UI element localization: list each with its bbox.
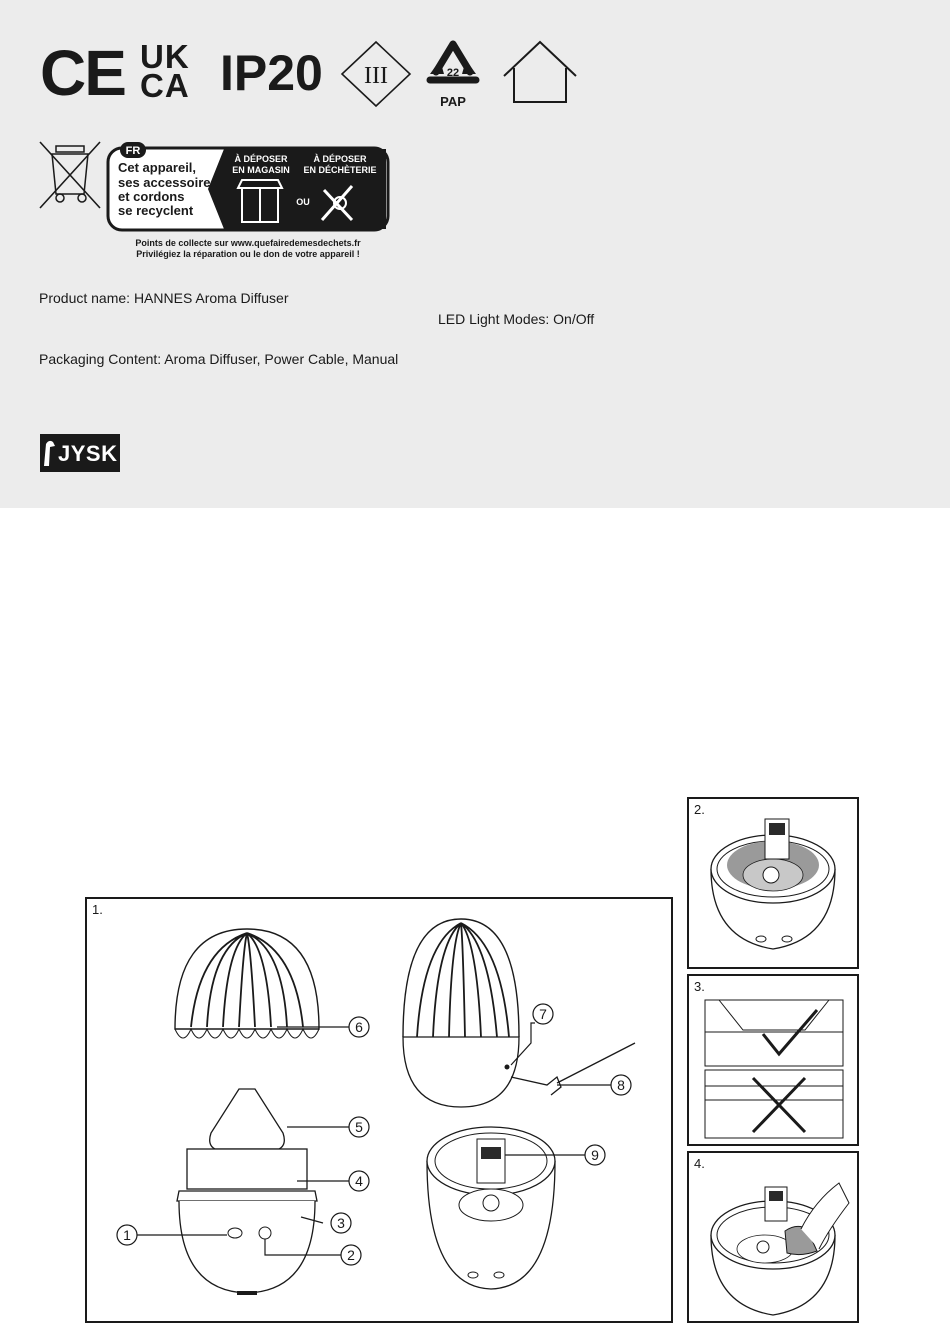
figure-3-illustration (689, 976, 857, 1144)
svg-text:3: 3 (337, 1215, 345, 1231)
svg-text:2: 2 (347, 1247, 355, 1263)
ce-mark-icon: CE (40, 37, 125, 109)
badge-line-4: se recyclent (118, 203, 194, 218)
class-iii-label: III (364, 63, 388, 89)
weee-bin-icon (38, 140, 102, 210)
option1-line1: À DÉPOSER (234, 154, 288, 164)
option2-line1: À DÉPOSER (313, 154, 367, 164)
figure-1-illustration (87, 899, 671, 1321)
option2-line2: EN DÉCHÈTERIE (303, 165, 377, 175)
led-modes: LED Light Modes: On/Off (438, 311, 595, 327)
info-panel (0, 0, 950, 508)
callout-5 (349, 1117, 369, 1137)
figure-4-label: 4. (694, 1156, 705, 1171)
svg-text:4: 4 (355, 1173, 363, 1189)
option1-line2: EN MAGASIN (232, 165, 290, 175)
badge-footer-1: Points de collecte sur www.quefairedemesdechets.fr (135, 238, 361, 248)
svg-text:6: 6 (355, 1019, 363, 1035)
figure-3-label: 3. (694, 979, 705, 994)
badge-country: FR (125, 145, 141, 157)
open-base-part (427, 1127, 555, 1289)
figure-2-illustration (689, 799, 857, 967)
figure-2-label: 2. (694, 802, 705, 817)
ukca-line1: UK (140, 38, 190, 75)
callout-1 (117, 1225, 137, 1245)
assembled-diffuser (403, 919, 635, 1107)
svg-text:9: 9 (591, 1147, 599, 1163)
ip-rating: IP20 (220, 45, 323, 101)
badge-footer-2: Privilégiez la réparation ou le don de votre appareil ! (136, 249, 360, 259)
diffuser-body-part (177, 1089, 317, 1295)
badge-line-3: et cordons (118, 189, 185, 204)
ukca-mark-icon (140, 38, 190, 104)
figure-1 (85, 897, 673, 1323)
badge-line-2: ses accessoires (118, 175, 218, 190)
jysk-logo-text: JYSK (58, 441, 118, 466)
class-iii-icon (340, 40, 412, 108)
svg-text:5: 5 (355, 1119, 363, 1135)
jysk-logo (40, 434, 120, 472)
callout-6 (349, 1017, 369, 1037)
svg-text:7: 7 (539, 1006, 547, 1022)
badge-line-1: Cet appareil, (118, 160, 197, 175)
indoor-use-house-icon (500, 38, 580, 104)
callout-9 (585, 1145, 605, 1165)
packaging-content: Packaging Content: Aroma Diffuser, Power Cable, Manual (39, 351, 399, 367)
ribbed-cover-part (175, 929, 319, 1038)
figure-1-label: 1. (92, 902, 103, 917)
figure-4 (687, 1151, 859, 1323)
recycle-code: PAP (440, 94, 466, 109)
callout-2 (341, 1245, 361, 1265)
callout-7 (533, 1004, 553, 1024)
ukca-line2: CA (140, 67, 190, 104)
figure-3 (687, 974, 859, 1146)
svg-text:8: 8 (617, 1077, 625, 1093)
callout-3 (331, 1213, 351, 1233)
figure-2 (687, 797, 859, 969)
callout-4 (349, 1171, 369, 1191)
figure-4-illustration (689, 1153, 857, 1321)
svg-text:1: 1 (123, 1227, 131, 1243)
triman-recycling-badge (106, 140, 396, 260)
or-label: OU (296, 197, 310, 207)
callout-8 (611, 1075, 631, 1095)
recycle-number: 22 (446, 67, 460, 79)
recycle-pap-icon (420, 38, 486, 112)
product-name: Product name: HANNES Aroma Diffuser (39, 290, 289, 306)
jysk-bird-icon (42, 438, 56, 468)
